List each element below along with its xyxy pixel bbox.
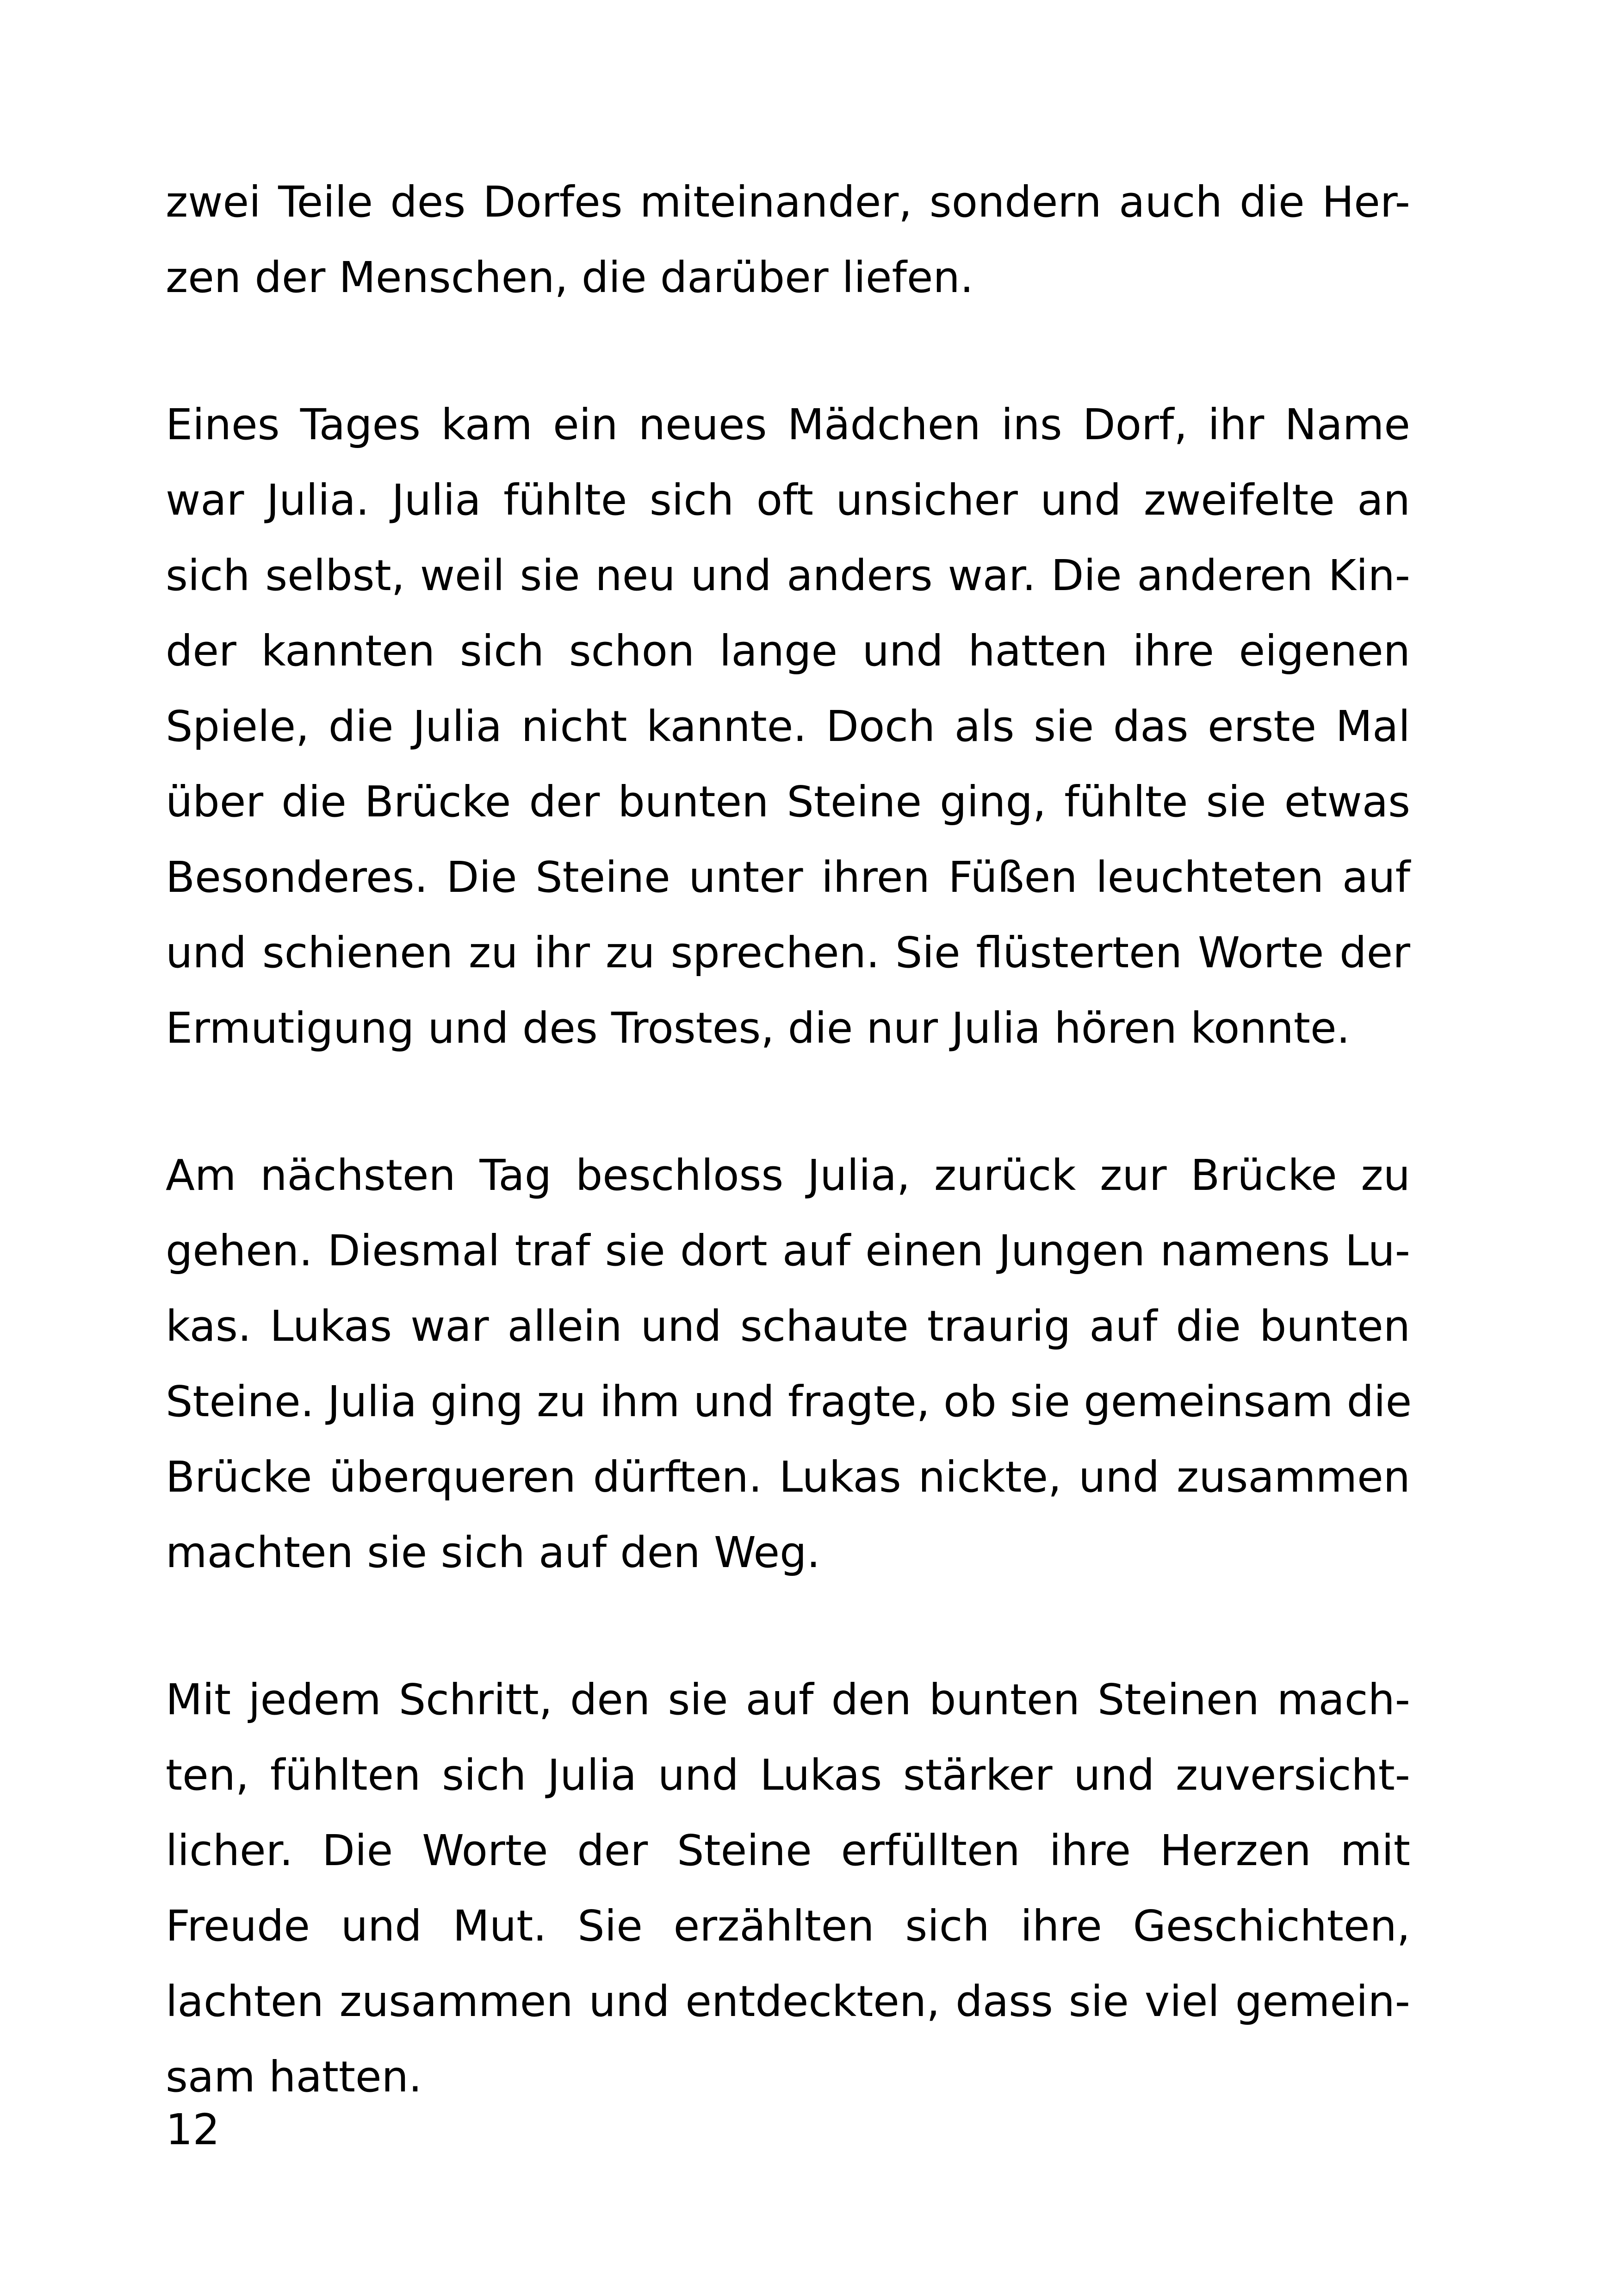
text-line: gehen. Diesmal traf sie dort auf einen Jungen namens Lu- (166, 1226, 1410, 1276)
text-line: Spiele, die Julia nicht kannte. Doch als sie das erste Mal (166, 702, 1410, 751)
text-line: lachten zusammen und entdeckten, dass sie viel gemein- (166, 1977, 1410, 2026)
paragraph-2 (166, 387, 1410, 1066)
text-line: über die Brücke der bunten Steine ging, fühlte sie etwas (166, 777, 1410, 827)
text-line: der kannten sich schon lange und hatten ihre eigenen (166, 626, 1410, 676)
page-number: 12 (166, 2105, 220, 2154)
text-line: zen der Menschen, die darüber liefen. (166, 253, 974, 302)
text-line: ten, fühlten sich Julia und Lukas stärker und zuversicht- (166, 1750, 1410, 1800)
text-line: und schienen zu ihr zu sprechen. Sie flüsterten Worte der (166, 928, 1410, 977)
body-text (166, 164, 1410, 2186)
text-line: Brücke überqueren dürften. Lukas nickte, und zusammen (166, 1452, 1410, 1502)
text-line: Ermutigung und des Trostes, die nur Julia hören konnte. (166, 1003, 1350, 1053)
text-line: Steine. Julia ging zu ihm und fragte, ob sie gemeinsam die (166, 1377, 1412, 1426)
paragraph-1 (166, 164, 1410, 315)
paragraph-3 (166, 1138, 1410, 1590)
text-line: sich selbst, weil sie neu und anders war. Die anderen Kin- (166, 551, 1410, 600)
text-line: Eines Tages kam ein neues Mädchen ins Dorf, ihr Name (166, 400, 1410, 449)
text-line: zwei Teile des Dorfes miteinander, sondern auch die Her- (166, 177, 1410, 227)
paragraph-4 (166, 1662, 1410, 2115)
text-line: Mit jedem Schritt, den sie auf den bunten Steinen mach- (166, 1675, 1410, 1724)
text-line: licher. Die Worte der Steine erfüllten ihre Herzen mit (166, 1826, 1410, 1875)
text-line: kas. Lukas war allein und schaute traurig auf die bunten (166, 1301, 1410, 1351)
text-line: Freude und Mut. Sie erzählten sich ihre Geschichten, (166, 1901, 1410, 1951)
text-line: war Julia. Julia fühlte sich oft unsicher und zweifelte an (166, 475, 1410, 525)
text-line: Besonderes. Die Steine unter ihren Füßen leuchteten auf (166, 852, 1410, 902)
text-line: machten sie sich auf den Weg. (166, 1528, 820, 1577)
text-line: sam hatten. (166, 2052, 422, 2102)
text-line: Am nächsten Tag beschloss Julia, zurück zur Brücke zu (166, 1151, 1410, 1200)
